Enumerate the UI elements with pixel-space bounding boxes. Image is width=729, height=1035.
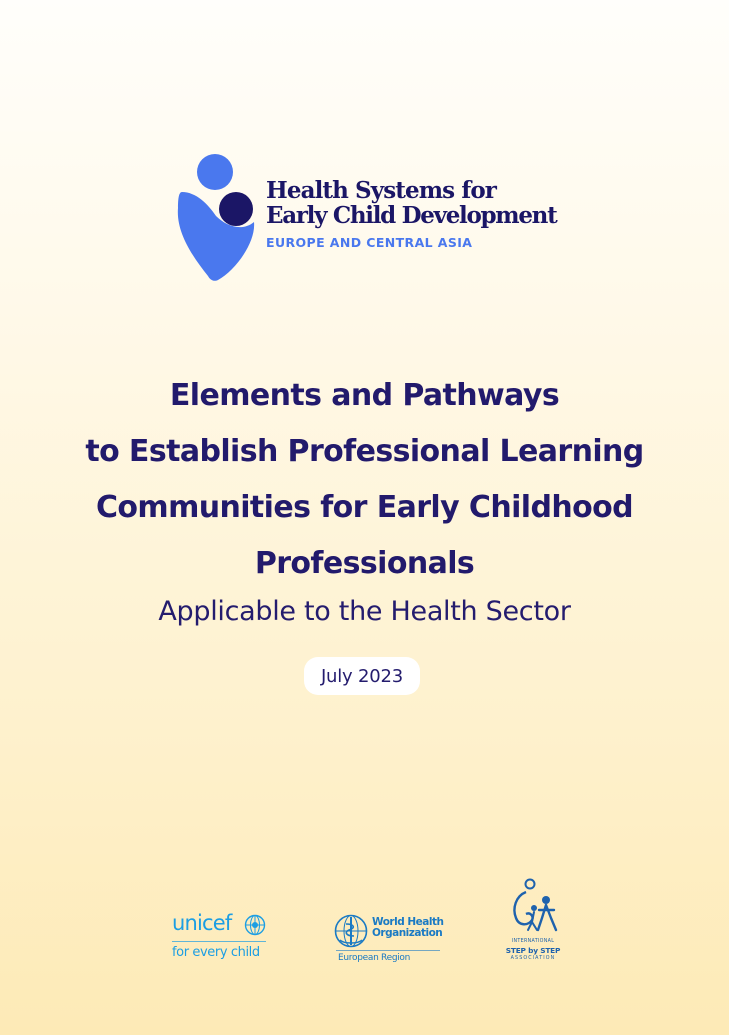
who-region: European Region — [338, 953, 411, 963]
hsecd-logo — [176, 152, 576, 282]
unicef-wordmark: unicef — [172, 911, 232, 935]
unicef-tagline: for every child — [172, 945, 260, 960]
document-title-block — [40, 368, 689, 632]
who-logo — [334, 912, 444, 972]
title-line-4: Professionals — [254, 546, 475, 581]
unicef-logo — [172, 910, 272, 970]
who-emblem-icon — [334, 914, 368, 948]
who-name — [372, 917, 443, 939]
publication-date: July 2023 — [304, 657, 420, 695]
document-subtitle: Applicable to the Health Sector — [158, 596, 571, 627]
hsecd-wordmark — [266, 178, 576, 250]
logo-line-2: Early Child Development — [266, 202, 557, 229]
who-name-line-1: World Health — [372, 916, 444, 928]
isa-figures-icon — [506, 878, 560, 934]
who-name-line-2: Organization — [372, 927, 443, 939]
issa-logo — [500, 878, 566, 970]
who-divider — [336, 950, 440, 951]
title-line-2: to Establish Professional Learning — [85, 434, 644, 469]
logo-subline: EUROPE AND CENTRAL ASIA — [266, 235, 473, 250]
logo-line-1: Health Systems for — [266, 177, 496, 204]
mother-child-icon — [176, 152, 258, 282]
unicef-globe-icon — [244, 914, 266, 936]
unicef-divider — [172, 941, 266, 942]
title-line-3: Communities for Early Childhood — [95, 490, 633, 525]
issa-line-3: ASSOCIATION — [510, 956, 556, 961]
issa-line-1: INTERNATIONAL — [511, 939, 555, 944]
title-line-1: Elements and Pathways — [169, 378, 560, 413]
issa-line-2: STEP by STEP — [505, 946, 561, 955]
